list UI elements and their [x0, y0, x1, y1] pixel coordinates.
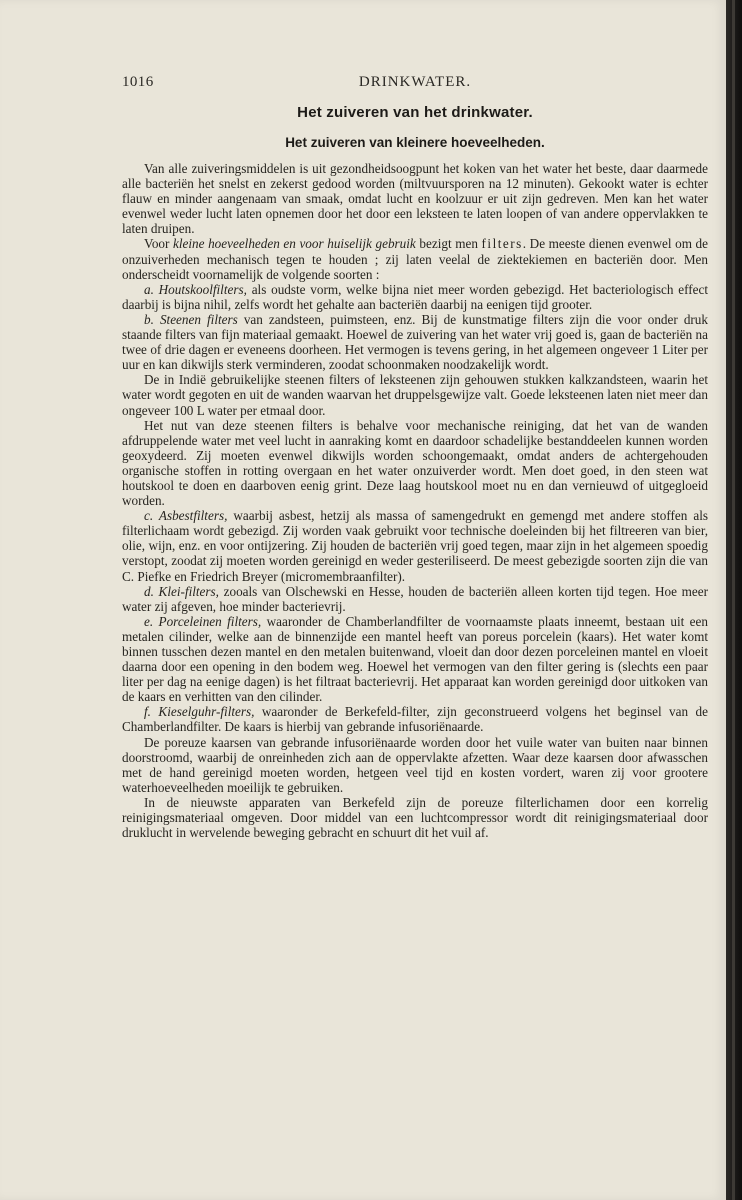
- paragraph: [122, 236, 708, 281]
- italic-text: a. Houtskoolfilters,: [144, 281, 247, 297]
- text-segment: zooals van Olschewski en Hesse, houden de bacteriën alleen korten tijd tegen. Hoe meer water zij afgeven, hoe minder bacterievrij.: [122, 583, 708, 614]
- page-header: [122, 74, 708, 96]
- text-segment: van zandsteen, puimsteen, enz. Bij de kunstmatige filters zijn die voor onder druk staande filters van fijn materiaal gemaakt. Hoewel de zuivering van het water vrij goed is, gaan de bacteriën na twee of drie dagen er eveneens doorheen. Het vermogen is tevens gering, in het algemeen ongeveer 1 Liter per uur en kan dikwijls sterk verminderen, zoodat schoonmaken noodzakelijk wordt.: [122, 311, 708, 373]
- paragraph: [122, 282, 708, 312]
- running-title: DRINKWATER.: [358, 74, 472, 90]
- paragraph: [122, 735, 708, 795]
- text-segment: waaronder de Chamberlandfilter de voornaamste plaats inneemt, bestaan uit een metalen cilinder, welke aan de binnenzijde een mantel heeft van poreus porcelein (kaars). Het water komt binnen tusschen dezen mantel en den metalen buitenwand, vloeit dan door dezen porceleinen mantel en vloeit daarna door een opening in den bodem weg. Hoewel het vermogen van den filter gering is (slechts een paar liter per dag na eenige dagen) is het filtraat bacterievrij. Het apparaat kan worden gereinigd door uitkoken van de kaars en verhitten van den cilinder.: [122, 613, 708, 705]
- paragraph: [122, 372, 708, 417]
- text-segment: als oudste vorm, welke bijna niet meer worden gebezigd. Het bacteriologisch effect daarbij is bijna nihil, zelfs wordt het gehalte aan bacteriën daarbij na eenigen tijd grooter.: [122, 281, 708, 312]
- page-number: 1016: [122, 74, 154, 90]
- text-segment: bezigt men: [415, 236, 482, 252]
- italic-text: b. Steenen filters: [144, 311, 238, 327]
- paragraph: [122, 614, 708, 705]
- paragraph: [122, 418, 708, 509]
- section-title: Het zuiveren van het drinkwater.: [297, 104, 533, 121]
- italic-text: d. Klei-filters,: [144, 583, 219, 599]
- text-segment: Voor: [144, 236, 173, 252]
- paragraph: [122, 312, 708, 372]
- paragraph: [122, 795, 708, 840]
- paragraph: [122, 584, 708, 614]
- text-segment: De in Indië gebruikelijke steenen filters of leksteenen zijn gehouwen stukken kalkzandsteen, waarin het water wordt gegoten en uit de wanden waarvan het druppelsgewijze valt. Goede leksteenen laten niet meer dan ongeveer 100 L water per etmaal door.: [122, 372, 708, 418]
- text-segment: Van alle zuiveringsmiddelen is uit gezondheidsoogpunt het koken van het water het beste, daar daarmede alle bacteriën het snelst en zekerst gedood worden (miltvuursporen na 12 minuten). Gekookt water is echter flauw en minder aangenaam van smaak, omdat lucht en koolzuur er uit zijn gedreven. Men kan het water evenwel weder lucht laten opnemen door het door een leksteen te laten loopen of van andere oppervlakken te laten druipen.: [122, 161, 708, 237]
- book-binding: [726, 0, 742, 1200]
- text-segment: In de nieuwste apparaten van Berkefeld zijn de poreuze filterlichamen door een korrelig reinigingsmateriaal omgeven. Door middel van een luchtcompressor wordt dit reinigingsmateriaal door druklucht in wervelende beweging gebracht en schuurt dit het vuil af.: [122, 794, 708, 841]
- text-segment: waaronder de Berkefeld-filter, zijn geconstrueerd volgens het beginsel van de Chamberlandfilter. De kaars is hierbij van gebrande infusoriënaarde.: [122, 704, 708, 735]
- italic-text: f. Kieselguhr-filters,: [144, 704, 255, 720]
- text-segment: waarbij asbest, hetzij als massa of samengedrukt en gemengd met andere stoffen als filterlichaam wordt gebezigd. Zij worden vaak gebruikt voor technische doeleinden bij het filtreeren van bier, olie, wijn, enz. en voor ontijzering. Zij houden de bacteriën vrij goed tegen, maar zijn in het algemeen spoedig verstopt, zoodat zij moeten worden gereinigd en weder gesteriliseerd. De meest gebezigde soorten zijn die van C. Piefke en Friedrich Breyer (micromembraanfilter).: [122, 508, 708, 584]
- italic-text: e. Porceleinen filters,: [144, 613, 262, 629]
- text-segment: Het nut van deze steenen filters is behalve voor mechanische reiniging, dat het van de wanden afdruppelende water met veel lucht in aanraking komt en daardoor schadelijke bestanddeelen kunnen worden geoxydeerd. Zij moeten evenwel dikwijls worden schoongemaakt, omdat anders de achtergehouden organische stoffen in rotting overgaan en het water onzuiverder wordt. Men doet goed, in den steen wat houtskool te doen en daarboven eenig grint. Deze laag houtskool moet nu en dan vernieuwd of uitgegloeid worden.: [122, 417, 708, 509]
- italic-text: c. Asbestfilters,: [144, 508, 228, 524]
- section-titles: [122, 104, 708, 150]
- italic-text: kleine hoeveelheden en voor huiselijk gebruik: [173, 236, 416, 252]
- paragraph: [122, 161, 708, 236]
- paragraph: [122, 508, 708, 583]
- text-segment: . De meeste dienen evenwel om de onzuiverheden mechanisch tegen te houden ; zij laten veelal de ziektekiemen en bacteriën door. Men onderscheidt voornamelijk de volgende soorten :: [122, 236, 709, 282]
- binding-strip: [732, 0, 735, 1200]
- body-text: [122, 161, 708, 840]
- subsection-title: Het zuiveren van kleinere hoeveelheden.: [285, 135, 545, 150]
- text-segment: De poreuze kaarsen van gebrande infusoriënaarde worden door het vuile water van buiten naar binnen doorstroomd, waarbij de onreinheden zich aan de oppervlakte afzetten. Waar deze kaarsen door afwasschen met de hand gereinigd moeten worden, hetgeen veel tijd en kosten vordert, waren zij voor grootere waterhoeveelheden moeilijk te gebruiken.: [122, 734, 708, 795]
- text-segment: filters: [481, 236, 523, 252]
- paragraph: [122, 704, 708, 734]
